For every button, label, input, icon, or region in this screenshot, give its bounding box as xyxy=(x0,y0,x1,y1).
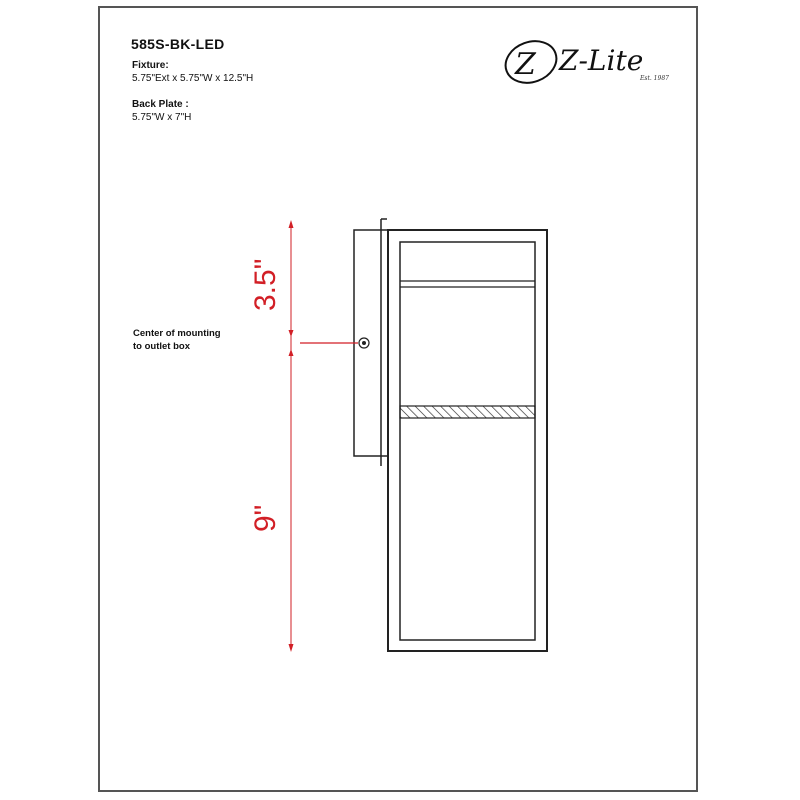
fixture-inner-frame xyxy=(400,242,535,640)
mounting-note-line2: to outlet box xyxy=(133,341,190,352)
mounting-note-line1: Center of mounting xyxy=(133,328,221,339)
backplate-label: Back Plate : xyxy=(132,99,189,110)
logo-monogram: Z xyxy=(515,47,536,82)
dimension-line xyxy=(289,220,294,652)
fixture-body-outline xyxy=(388,230,547,651)
upper-dimension-label: 3.5" xyxy=(249,258,282,311)
hatched-band xyxy=(400,406,535,418)
brand-logo-text: Z-Lite xyxy=(559,44,644,77)
brand-logo-established: Est. 1987 xyxy=(640,75,669,82)
backplate-dimensions: 5.75"W x 7"H xyxy=(132,112,192,123)
fixture-dimensions: 5.75"Ext x 5.75"W x 12.5"H xyxy=(132,73,254,84)
model-number: 585S-BK-LED xyxy=(131,36,225,52)
lower-dimension-label: 9" xyxy=(249,504,282,532)
fixture-label: Fixture: xyxy=(132,60,169,71)
